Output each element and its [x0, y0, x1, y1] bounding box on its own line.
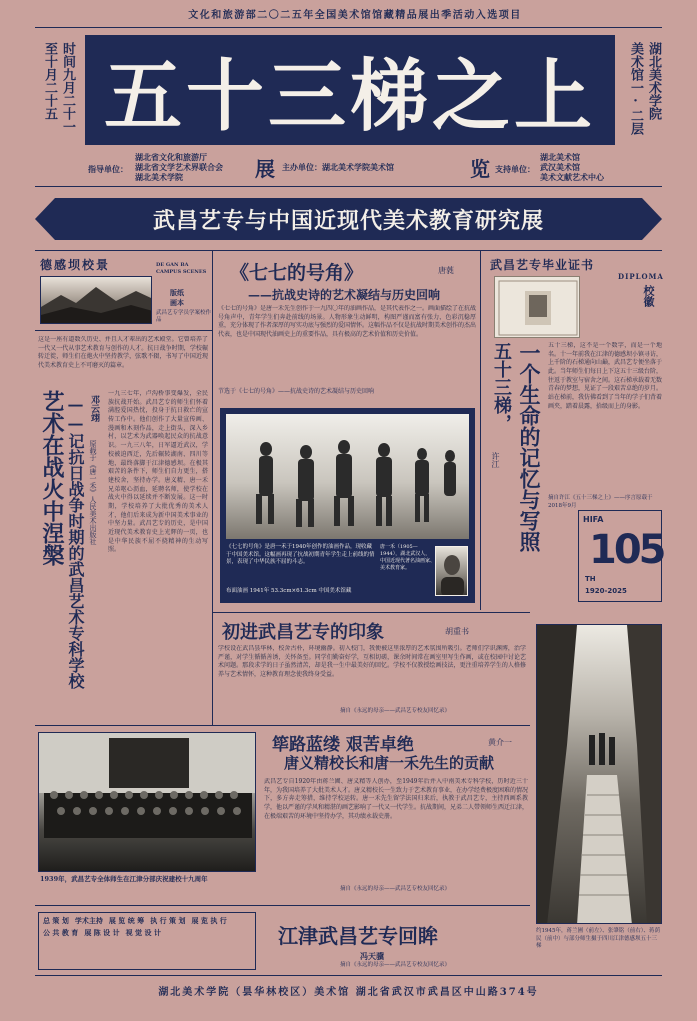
- left-vertical-subheading: ——记抗日战争时期的武昌艺术专科学校: [66, 395, 85, 689]
- zhan-char: 展: [255, 157, 275, 181]
- main-title: 五十三梯之上: [103, 52, 596, 142]
- painting-image: [226, 414, 469, 539]
- article1-body: 《七七的号角》是唐一禾先生创作于一九四〇年的油画作品，是其代表作之一。画面描绘了在抗战号角声中，青年学生们奔赴前线的场景。人物形象生动鲜明，构图严谨而富有张力，色彩沉稳厚重，充分体现了作者深厚的写实功底与强烈的爱国情怀。这幅作品不仅是抗战时期美术创作的杰出代表，也是中国现代油画史上的重要作品，具有极高的艺术价值和历史价值。: [218, 305, 476, 339]
- organizer-item: 湖北美术学院: [135, 172, 183, 182]
- credit-label: 展 览 统 筹: [108, 916, 145, 925]
- organizer-list: [135, 152, 223, 182]
- article1-title: 《七七的号角》: [230, 262, 364, 284]
- cert-title: 武昌艺专毕业证书: [490, 258, 595, 272]
- rule: [35, 250, 662, 251]
- left-author: 邓云翊: [89, 395, 99, 422]
- badge-credit: 武昌艺专学员学案校作品: [156, 310, 212, 324]
- article4-author: 冯天骥: [360, 951, 384, 961]
- badge-title: 德感坝校景: [40, 258, 111, 272]
- painting-dims: 布面油画 1941年 53.3cm×61.3cm 中国美术馆藏: [226, 588, 352, 594]
- logo-hifa: HIFA: [583, 515, 604, 524]
- credit-label: 总 策 划: [43, 916, 69, 925]
- right-author: 许江: [491, 452, 500, 468]
- article3-author: 黄介一: [488, 738, 512, 747]
- rule: [35, 905, 530, 906]
- organizer-label: 指导单位：: [88, 164, 128, 174]
- credit-label: 学术主持: [74, 916, 103, 925]
- left-intro-text: 这是一座有道数久历史、并且人才辈出的艺术殿堂。它曾培养了一代又一代从事艺术教育与创作的人才。抗日战争时期，学校辗转迁徙，师生们在炮火中坚持教学，弦歌不辍，书写了中国近现代美术教育史上不可磨灭的篇章。: [38, 336, 208, 370]
- date-left-2: 时间九月二十一: [60, 42, 75, 133]
- article3-body: 武昌艺专自1920年由蒋兰圃、唐义精等人创办，至1949年后并入中南美术专科学校，历时近三十年，为我国培养了大批美术人才。唐义精校长一生致力于艺术教育事业，在办学经费极度困难的情况下，多方奔走筹措，维持学校运转。唐一禾先生留学法国归来后，执教于武昌艺专，主持西画系教学，他以严谨的学风和精湛的画艺影响了一代又一代学生。抗战期间，兄弟二人带领师生西迁江津，在极端艰苦的环境中坚持办学，其功绩永载史册。: [264, 778, 528, 820]
- logo-number: 105: [589, 527, 664, 573]
- date-left-1: 至十月二十五: [42, 42, 57, 120]
- supporter-item: 湖北美术馆: [540, 152, 580, 162]
- left-vertical-heading: 艺术在战火中涅槃: [39, 390, 64, 566]
- article2-author: 胡重书: [445, 627, 469, 636]
- article4-title: 江津武昌艺专回眸: [278, 924, 438, 948]
- cert-subtitle: DIPLOMA: [618, 272, 664, 281]
- stairs-photo-caption: 约1945年，蒋兰圃（前左）、张肇铭（前右）、蒋荫民（前中）与部分师生摄于四川江津德感坝五十三梯: [536, 928, 660, 950]
- portrait-image: [435, 546, 468, 596]
- painting-panel: [220, 408, 475, 603]
- header-top-rule: [35, 27, 662, 28]
- right-source: 摘自许江《五十三梯之上》——序言原载于2018年9月: [548, 495, 653, 509]
- group-photo: [38, 732, 256, 872]
- certificate-image: [494, 276, 580, 338]
- article3-source: 摘自《永远的母亲——武昌艺专校友回忆录》: [340, 886, 451, 892]
- right-body-text: 五十三梯，这不是一个数字，而是一个地名。十一年前我在江津的德感坝小镇寻访，上千阶的石梯通向山巅，武昌艺专便坐落于此。当年师生们每日上下这五十三级台阶，往返于教室与宿舍之间。这石梯承载着无数青春的梦想，见证了一段艰苦卓绝的岁月。站在梯前，我仿佛看到了当年的学子们背着画夹，踏着晨露，拾级而上的身影。: [548, 342, 662, 410]
- article4-source: 摘自《永远的母亲——武昌艺专校友回忆录》: [340, 962, 451, 968]
- header-bottom-rule: [35, 186, 662, 187]
- article1-author: 唐蕤: [438, 266, 454, 275]
- subtitle-banner: [35, 198, 662, 240]
- supporter-list: [540, 152, 604, 182]
- organizer-item: 湖北省文化和旅游厅: [135, 152, 207, 162]
- organizer-item: 湖北省文学艺术界联合会: [135, 162, 223, 172]
- article2-title: 初进武昌艺专的印象: [222, 622, 384, 643]
- badge-note-2: 画本: [170, 298, 184, 307]
- cert-side: 校徽: [642, 285, 655, 307]
- right-vertical-heading-1: 五十三梯，: [491, 342, 512, 432]
- logo-years: 1920-2025: [585, 587, 627, 595]
- campus-print-image: [40, 276, 152, 324]
- rule: [35, 330, 212, 331]
- credit-label: 视 觉 设 计: [125, 928, 161, 937]
- top-line: 文化和旅游部二〇二五年全国美术馆馆藏精品展出季活动入选项目: [188, 10, 522, 21]
- credit-label: 展 览 执 行: [191, 916, 227, 925]
- badge-note-1: 版纸: [170, 288, 184, 297]
- stairs-photo: [536, 624, 662, 924]
- article1-source: 节选于《七七的号角》——抗战史诗的艺术凝结与历史回响: [218, 388, 375, 395]
- credit-label: 执 行 策 划: [150, 916, 186, 925]
- article3-title: 筚路蓝缕 艰苦卓绝: [272, 735, 414, 755]
- lan-char: 览: [470, 157, 490, 181]
- painting-caption: 《七七的号角》是唐一禾于1940年创作的油画作品，现收藏于中国美术馆。这幅画再现了抗战初期青年学生走上前线的情景，表现了中华民族不屈的斗志。: [226, 544, 375, 566]
- rule: [35, 975, 662, 976]
- rule: [212, 250, 213, 725]
- host-line: 主办单位：湖北美术学院美术馆: [282, 162, 394, 172]
- left-body-text: 一九三七年，卢沟桥事变爆发，全民族抗战开始。武昌艺专的师生们怀着满腔爱国热忱，投身于抗日救亡的宣传工作中。他们创作了大量宣传画、漫画和木刻作品，走上街头，深入乡村，以艺术为武器唤起民众的抗战意识。一九三八年，日军逼近武汉，学校被迫西迁，先后辗转湖南、四川等地，最终落脚于江津德感坝。在极其艰苦的条件下，师生们自力更生，搭建校舍，坚持办学。唐义精、唐一禾兄弟呕心沥血，延聘名师，使学校在战火中得以延续并不断发展。这一时期，学校培养了大批优秀的美术人才，他们后来成为新中国美术事业的中坚力量。武昌艺专的历史，是中国近现代美术教育史上光辉的一页，也是中华民族不屈不挠精神的生动写照。: [108, 390, 208, 554]
- article1-subtitle: ——抗战史诗的艺术凝结与历史回响: [248, 288, 441, 302]
- rule: [212, 612, 530, 613]
- portrait-caption: 唐一禾（1905—1944），湖北武汉人，中国近现代著名油画家、美术教育家。: [380, 544, 436, 571]
- rule: [480, 250, 481, 610]
- support-label: 支持单位：: [495, 164, 535, 174]
- article2-body: 学校设在武昌昙华林，校舍古朴，环境幽静。初入校门，我便被这里浓厚的艺术氛围所吸引。老师们学识渊博，治学严谨，对学生循循善诱，关怀备至。同学们勤奋好学，互相切磋，课余时间常在画室里写生作画，或在校园中讨论艺术问题。那段求学的日子虽然清苦，却是我一生中最美好的回忆。学校不仅教授绘画技法，更注重培养学生的人格修养与艺术情怀，这种教育理念使我终身受益。: [218, 645, 526, 679]
- left-author-note: 原载于《唐一禾》人民美术出版社: [89, 440, 97, 545]
- logo-th: TH: [585, 575, 596, 583]
- credit-label: 展 陈 设 计: [84, 928, 120, 937]
- article3-subtitle: 唐义精校长和唐一禾先生的贡献: [284, 754, 495, 772]
- title-block: [85, 35, 615, 145]
- venue-right-1: 美术馆一·二层: [628, 42, 643, 135]
- credits-box: [38, 912, 256, 970]
- subtitle-text: 武昌艺专与中国近现代美术教育研究展: [152, 208, 544, 234]
- right-vertical-heading-2: 一个生命的记忆与写照: [517, 342, 541, 552]
- footer-address: 湖北美术学院（昙华林校区）美术馆 湖北省武汉市武昌区中山路374号: [158, 987, 539, 998]
- supporter-item: 美术文献艺术中心: [540, 172, 604, 182]
- rule: [35, 725, 530, 726]
- credit-label: 公 共 教 育: [43, 928, 79, 937]
- hifa-anniversary-logo: [578, 510, 662, 602]
- group-photo-caption: 1939年，武昌艺专全体师生在江津分部庆祝建校十九周年: [40, 875, 208, 883]
- article2-source: 摘自《永远的母亲——武昌艺专校友回忆录》: [340, 708, 451, 714]
- badge-subtitle: DE GAN BA CAMPUS SCENES: [156, 262, 207, 275]
- supporter-item: 武汉美术馆: [540, 162, 580, 172]
- venue-right-2: 湖北美术学院: [646, 42, 661, 120]
